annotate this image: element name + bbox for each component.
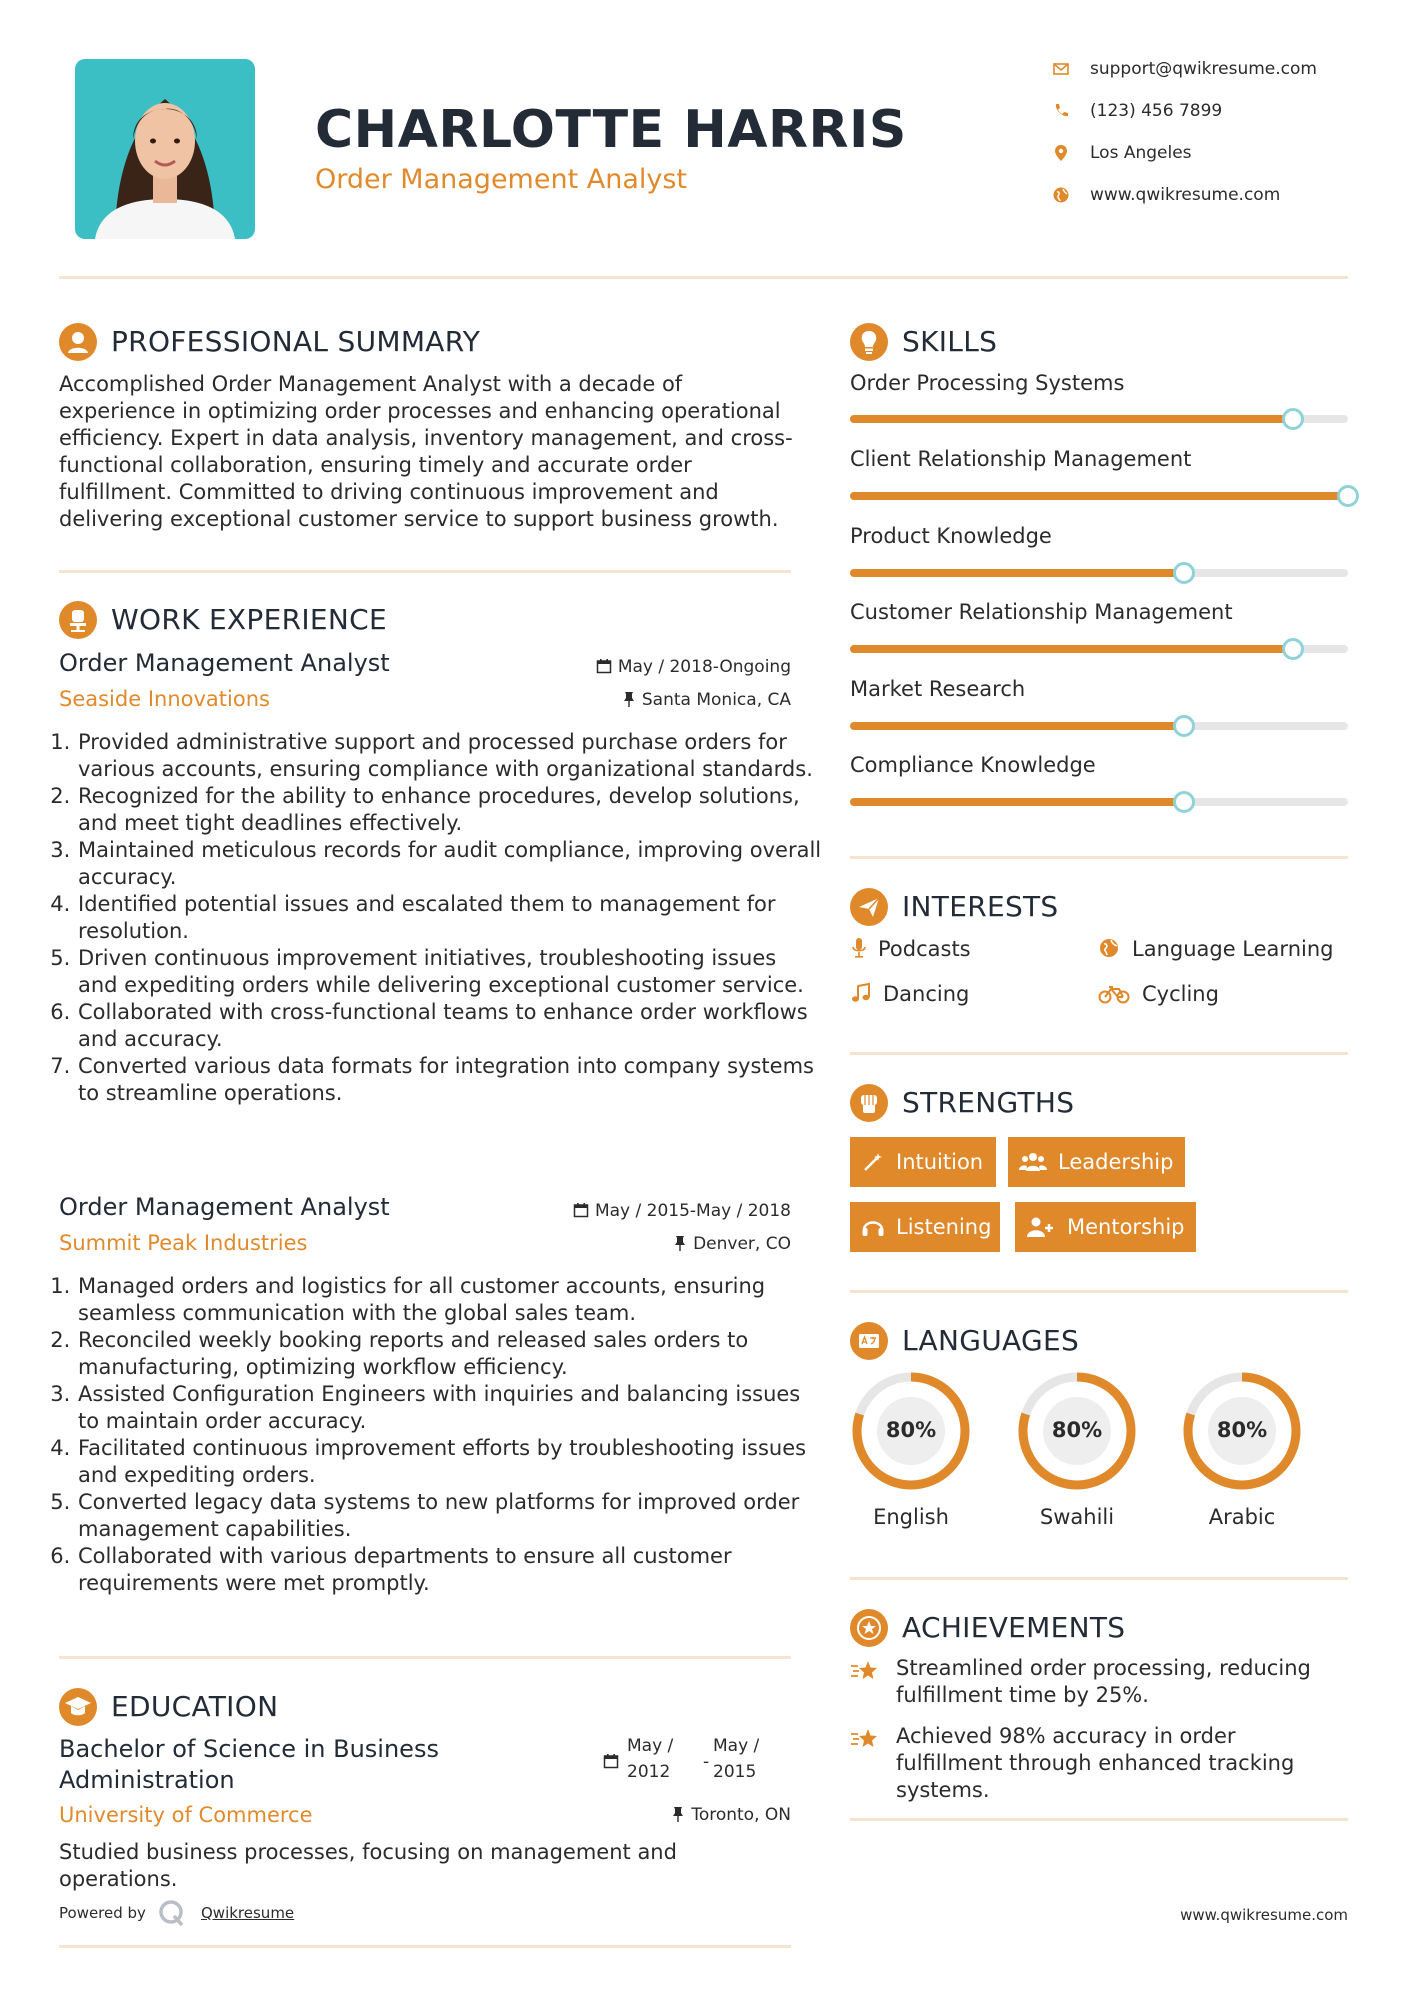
- language-percent: 80%: [1051, 1418, 1103, 1442]
- language-name: English: [873, 1505, 949, 1529]
- list-item: 6. Collaborated with various departments to ensure all customer requirements were met promptly.: [77, 1543, 822, 1597]
- list-item: 4. Identified potential issues and escalated them to management for resolution.: [77, 891, 822, 945]
- map-pin-icon: [1052, 144, 1070, 162]
- list-item: 2. Recognized for the ability to enhance procedures, develop solutions, and meet tight deadlines effectively.: [77, 783, 822, 837]
- experience-heading: WORK EXPERIENCE: [111, 603, 387, 636]
- shooting-star-icon: [850, 1726, 880, 1752]
- add-user-icon: [1026, 1216, 1054, 1238]
- strength-label: Mentorship: [1067, 1215, 1185, 1239]
- education-date-start-1: May /: [627, 1736, 674, 1756]
- skill-bar: [850, 722, 1348, 730]
- skill-bar-knob: [1282, 638, 1304, 660]
- achievements-heading: ACHIEVEMENTS: [902, 1611, 1126, 1644]
- skill-bar-knob: [1173, 791, 1195, 813]
- paper-plane-icon: [850, 888, 888, 926]
- language-percent: 80%: [885, 1418, 937, 1442]
- job-1-location: [579, 690, 791, 710]
- skill-bar: [850, 798, 1348, 806]
- list-item: 3. Maintained meticulous records for audit compliance, improving overall accuracy.: [77, 837, 822, 891]
- language-ring-english: [850, 1370, 972, 1492]
- skill-bar-fill: [850, 492, 1348, 500]
- interest-cycling: Cycling: [1142, 982, 1219, 1006]
- skills-divider: [850, 856, 1348, 859]
- strengths-heading: STRENGTHS: [902, 1086, 1075, 1119]
- candidate-name: CHARLOTTE HARRIS: [315, 100, 907, 160]
- skill-label: Market Research: [850, 677, 1026, 701]
- list-item: 4. Facilitated continuous improvement efforts by troubleshooting issues and expediting orders.: [77, 1435, 822, 1489]
- education-date-start-2: 2012: [627, 1762, 671, 1782]
- globe-icon: [1052, 186, 1070, 204]
- skill-bar-knob: [1337, 485, 1359, 507]
- education-school: University of Commerce: [59, 1803, 313, 1827]
- phone-icon: [1052, 102, 1070, 120]
- skill-bar-fill: [850, 415, 1293, 423]
- summary-heading: PROFESSIONAL SUMMARY: [111, 325, 481, 358]
- headphones-icon: [861, 1216, 885, 1238]
- skill-bar: [850, 645, 1348, 653]
- music-note-icon: [850, 982, 872, 1004]
- languages-divider: [850, 1577, 1348, 1580]
- job-2-bullets: [55, 1273, 822, 1597]
- lightbulb-icon: [850, 323, 888, 361]
- list-item: 5. Converted legacy data systems to new platforms for improved order management capabilities.: [77, 1489, 822, 1543]
- list-item: 6. Collaborated with cross-functional teams to enhance order workflows and accuracy.: [77, 999, 822, 1053]
- education-text: Studied business processes, focusing on management and operations.: [59, 1840, 677, 1891]
- skill-bar: [850, 492, 1348, 500]
- pushpin-icon: [673, 1235, 687, 1251]
- language-ring-swahili: [1016, 1370, 1138, 1492]
- experience-divider: [59, 1656, 791, 1659]
- education-date-end-1: May /: [713, 1736, 760, 1756]
- interests-heading: INTERESTS: [902, 890, 1059, 923]
- interest-podcasts: Podcasts: [878, 937, 971, 961]
- education-location: [579, 1805, 791, 1825]
- skill-bar-fill: [850, 569, 1184, 577]
- skill-bar-knob: [1282, 408, 1304, 430]
- candidate-title: Order Management Analyst: [315, 164, 688, 195]
- job-2-company: Summit Peak Industries: [59, 1231, 308, 1255]
- user-icon: [59, 323, 97, 361]
- skill-label: Client Relationship Management: [850, 447, 1192, 471]
- skills-heading: SKILLS: [902, 325, 998, 358]
- website-text: www.qwikresume.com: [1090, 185, 1281, 205]
- interest-dancing: Dancing: [883, 982, 970, 1006]
- education-location-text: Toronto, ON: [691, 1805, 791, 1825]
- bicycle-icon: [1098, 984, 1130, 1004]
- list-item: 7. Converted various data formats for integration into company systems to streamline operations.: [77, 1053, 822, 1107]
- language-ring-arabic: [1181, 1370, 1303, 1492]
- skill-label: Order Processing Systems: [850, 371, 1125, 395]
- achievement-item: Achieved 98% accuracy in order fulfillment through enhanced tracking systems.: [896, 1724, 1295, 1802]
- language-percent: 80%: [1216, 1418, 1268, 1442]
- fist-icon: [850, 1084, 888, 1122]
- star-badge-icon: [850, 1609, 888, 1647]
- qwikresume-link[interactable]: Qwikresume: [201, 1904, 295, 1922]
- powered-by: [59, 1904, 146, 1922]
- job-1-dates: [579, 657, 791, 677]
- header-divider: [59, 276, 1348, 279]
- language-name: Arabic: [1208, 1505, 1276, 1529]
- graduation-icon: [59, 1688, 97, 1726]
- microphone-icon: [850, 937, 868, 959]
- job-2-dates-text: May / 2015-May / 2018: [594, 1201, 791, 1221]
- language-icon: [850, 1322, 888, 1360]
- magic-wand-icon: [862, 1151, 884, 1173]
- strength-chip-leadership: [1008, 1137, 1185, 1187]
- calendar-icon: [603, 1753, 619, 1769]
- strength-chip-intuition: [850, 1137, 996, 1187]
- skill-bar-knob: [1173, 715, 1195, 737]
- education-date-end-2: 2015: [713, 1762, 757, 1782]
- languages-heading: LANGUAGES: [902, 1324, 1080, 1357]
- job-2-dates: [559, 1201, 791, 1221]
- skill-bar: [850, 415, 1348, 423]
- education-divider: [59, 1945, 791, 1948]
- qwikresume-logo-icon: [158, 1899, 186, 1927]
- job-2-title: Order Management Analyst: [59, 1193, 390, 1221]
- skill-bar-fill: [850, 645, 1293, 653]
- summary-divider: [59, 570, 791, 573]
- profile-photo: [75, 59, 255, 239]
- pushpin-icon: [671, 1806, 685, 1822]
- skill-bar-knob: [1173, 562, 1195, 584]
- skill-bar-fill: [850, 722, 1184, 730]
- job-1-location-text: Santa Monica, CA: [641, 690, 791, 710]
- job-1-company: Seaside Innovations: [59, 687, 270, 711]
- strengths-divider: [850, 1290, 1348, 1293]
- job-1-bullets: [55, 729, 822, 1107]
- job-1-title: Order Management Analyst: [59, 649, 390, 677]
- job-2-location-text: Denver, CO: [693, 1234, 791, 1254]
- language-name: Swahili: [1039, 1505, 1115, 1529]
- footer-site[interactable]: www.qwikresume.com: [1180, 1906, 1348, 1924]
- briefcase-chair-icon: [59, 601, 97, 639]
- calendar-icon: [573, 1202, 589, 1218]
- skill-bar-fill: [850, 798, 1184, 806]
- pushpin-icon: [622, 691, 636, 707]
- group-icon: [1019, 1151, 1047, 1173]
- summary-text: Accomplished Order Management Analyst with a decade of experience in optimizing order processes and enhancing operational efficiency. Expert in data analysis, inventory management, and cross-functional collaboration, ensuring timely and accurate order fulfillment. Committed to driving continuous improvement and delivering exceptional customer service to support business growth.: [59, 372, 793, 531]
- skill-label: Customer Relationship Management: [850, 600, 1233, 624]
- powered-by-label: Powered by: [59, 1904, 146, 1922]
- globe-icon: [1098, 937, 1120, 959]
- list-item: 1. Managed orders and logistics for all customer accounts, ensuring seamless communication with the global sales team.: [77, 1273, 822, 1327]
- list-item: 5. Driven continuous improvement initiatives, troubleshooting issues and expediting orders while delivering exceptional customer service.: [77, 945, 822, 999]
- shooting-star-icon: [850, 1658, 880, 1684]
- calendar-icon: [596, 658, 612, 674]
- phone-text: (123) 456 7899: [1090, 101, 1223, 121]
- strength-label: Intuition: [896, 1150, 984, 1174]
- list-item: 1. Provided administrative support and processed purchase orders for various accounts, ensuring compliance with organizational standards.: [77, 729, 822, 783]
- skill-label: Product Knowledge: [850, 524, 1052, 548]
- strength-label: Listening: [896, 1215, 992, 1239]
- interest-language-learning: Language Learning: [1132, 937, 1334, 961]
- interests-divider: [850, 1052, 1348, 1055]
- education-degree: Bachelor of Science in Business Administration: [59, 1735, 439, 1794]
- education-heading: EDUCATION: [111, 1690, 279, 1723]
- achievements-divider: [850, 1818, 1348, 1821]
- strength-chip-mentorship: [1015, 1202, 1196, 1252]
- job-1-dates-text: May / 2018-Ongoing: [617, 657, 791, 677]
- email-text: support@qwikresume.com: [1090, 59, 1317, 79]
- location-text: Los Angeles: [1090, 143, 1192, 163]
- education-date-separator: -: [703, 1752, 710, 1772]
- envelope-icon: [1052, 60, 1070, 78]
- job-2-location: [579, 1234, 791, 1254]
- list-item: 2. Reconciled weekly booking reports and released sales orders to manufacturing, optimizing workflow efficiency.: [77, 1327, 822, 1381]
- strength-chip-listening: [850, 1202, 1000, 1252]
- achievement-item: Streamlined order processing, reducing fulfillment time by 25%.: [896, 1656, 1311, 1707]
- list-item: 3. Assisted Configuration Engineers with inquiries and balancing issues to maintain order accuracy.: [77, 1381, 822, 1435]
- skill-label: Compliance Knowledge: [850, 753, 1096, 777]
- strength-label: Leadership: [1058, 1150, 1174, 1174]
- skill-bar: [850, 569, 1348, 577]
